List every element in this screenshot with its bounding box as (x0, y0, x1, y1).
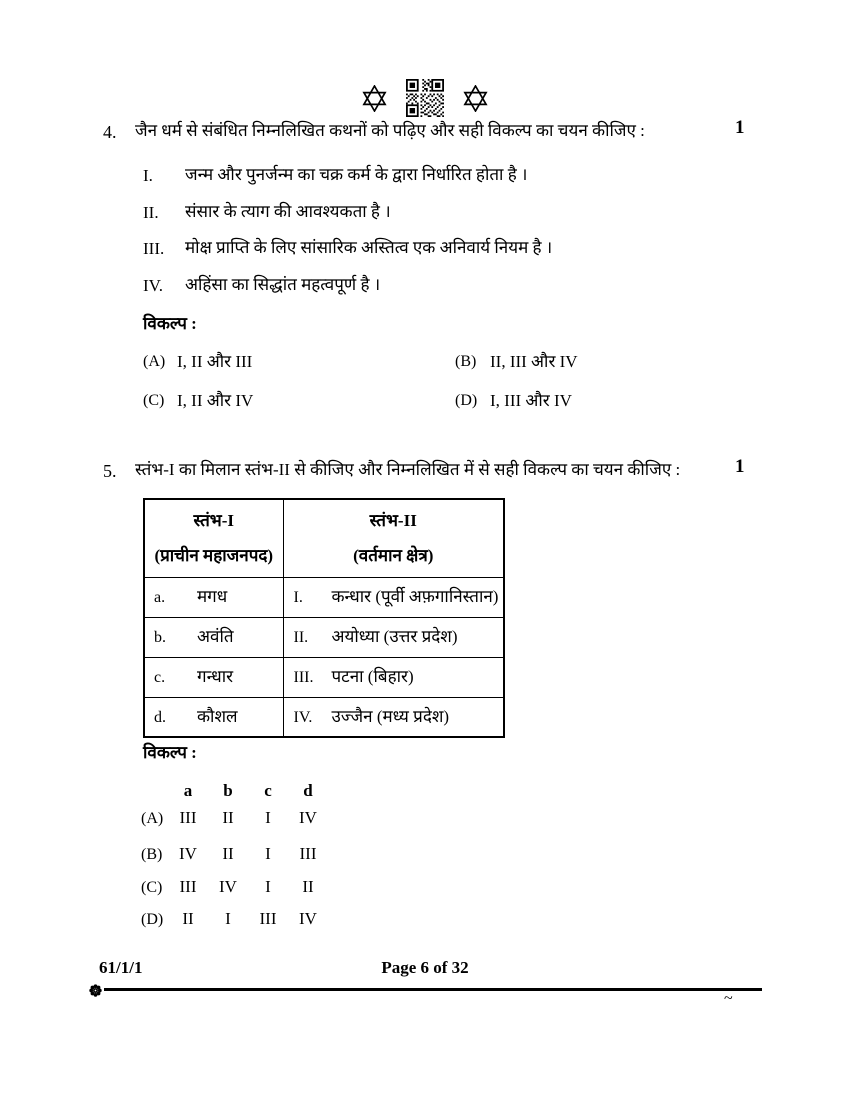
option-label: (A) (141, 810, 164, 827)
statement-label: IV. (143, 276, 163, 295)
column2-title: स्तंभ-II (369, 511, 417, 530)
row-roman: I. (293, 588, 303, 606)
matrix-value: I (265, 808, 271, 827)
column1-header (144, 499, 283, 577)
footer-rule (104, 988, 762, 991)
matrix-option-row (141, 909, 328, 929)
row-roman: II. (293, 628, 309, 646)
option-text: I, II और III (177, 352, 253, 371)
matrix-value: I (265, 877, 271, 896)
option-text: II, III और IV (490, 352, 578, 371)
option-text: I, II और IV (177, 391, 254, 410)
table-header-row (144, 499, 504, 577)
region-name: उज्जैन (मध्य प्रदेश) (331, 706, 450, 726)
column1-title: स्तंभ-I (193, 511, 235, 530)
paper-code: 61/1/1 (99, 958, 143, 977)
mahajanapada-name: कौशल (197, 706, 238, 726)
question-5-number: 5. (103, 461, 117, 481)
flower-dingbat-icon (88, 983, 103, 998)
option-label: (A) (143, 353, 166, 370)
table-row (144, 577, 504, 617)
q5-options-label: विकल्प : (143, 743, 197, 762)
matrix-value: III (299, 844, 317, 863)
statement-label: I. (143, 166, 153, 185)
matrix-value: IV (299, 909, 317, 928)
option-label: (B) (141, 846, 163, 863)
matrix-value: II (222, 844, 234, 863)
matrix-value: III (179, 808, 197, 827)
row-letter: a. (154, 588, 166, 606)
region-name: पटना (बिहार) (331, 666, 414, 686)
matrix-col-a: a (183, 781, 193, 800)
top-decoration (0, 79, 850, 117)
matrix-col-b: b (223, 781, 233, 800)
region-name: अयोध्या (उत्तर प्रदेश) (331, 626, 458, 646)
matrix-value: IV (219, 877, 237, 896)
column2-subtitle: (वर्तमान क्षेत्र) (353, 546, 434, 565)
column1-subtitle: (प्राचीन महाजनपद) (154, 546, 274, 565)
page-number: Page 6 of 32 (381, 958, 469, 977)
question-4-number: 4. (103, 122, 117, 142)
option-label: (B) (455, 353, 477, 370)
option-text: I, III और IV (490, 391, 572, 410)
statement-text: संसार के त्याग की आवश्यकता है । (185, 202, 391, 221)
star-of-david-icon (362, 85, 387, 112)
question-5-text: स्तंभ-I का मिलान स्तंभ-II से कीजिए और निम्नलिखित में से सही विकल्प का चयन कीजिए : (135, 460, 681, 479)
qr-code (406, 79, 444, 117)
matrix-value: IV (299, 808, 317, 827)
region-name: कन्धार (पूर्वी अफ़गानिस्तान) (331, 586, 499, 606)
matrix-value: III (179, 877, 197, 896)
matrix-value: I (225, 909, 231, 928)
tilde-mark: ~ (724, 990, 733, 1007)
statement-text: अहिंसा का सिद्धांत महत्वपूर्ण है । (185, 275, 381, 294)
matrix-col-c: c (264, 781, 272, 800)
matrix-header-row (168, 781, 328, 801)
mahajanapada-name: मगध (197, 586, 228, 606)
statement-text: जन्म और पुनर्जन्म का चक्र कर्म के द्वारा निर्धारित होता है । (185, 165, 528, 184)
matrix-value: III (259, 909, 277, 928)
matrix-value: II (222, 808, 234, 827)
matrix-option-row (141, 877, 328, 897)
option-label: (D) (455, 392, 478, 409)
table-row (144, 617, 504, 657)
matrix-value: II (302, 877, 314, 896)
row-letter: b. (154, 628, 166, 646)
column2-header (283, 499, 504, 577)
option-label: (D) (141, 911, 164, 928)
statement-label: II. (143, 203, 159, 222)
row-roman: III. (293, 668, 314, 686)
matrix-option-row (141, 844, 328, 864)
question-5-marks: 1 (735, 456, 745, 477)
matrix-col-d: d (303, 781, 313, 800)
option-label: (C) (143, 392, 165, 409)
table-row (144, 657, 504, 697)
row-letter: d. (154, 708, 166, 726)
question-4-marks: 1 (735, 117, 745, 138)
matrix-value: II (182, 909, 194, 928)
statement-label: III. (143, 239, 165, 258)
question-4-text: जैन धर्म से संबंधित निम्नलिखित कथनों को पढ़िए और सही विकल्प का चयन कीजिए : (135, 121, 645, 140)
matrix-value: IV (179, 844, 197, 863)
mahajanapada-name: गन्धार (197, 666, 234, 686)
row-roman: IV. (293, 708, 313, 726)
match-columns-table (143, 498, 505, 738)
statement-text: मोक्ष प्राप्ति के लिए सांसारिक अस्तित्व एक अनिवार्य नियम है । (185, 238, 553, 257)
star-of-david-icon (463, 85, 488, 112)
matrix-value: I (265, 844, 271, 863)
option-label: (C) (141, 879, 163, 896)
row-letter: c. (154, 668, 166, 686)
matrix-option-row (141, 808, 328, 828)
mahajanapada-name: अवंति (197, 626, 234, 646)
q4-options-label: विकल्प : (143, 314, 197, 333)
table-row (144, 697, 504, 737)
